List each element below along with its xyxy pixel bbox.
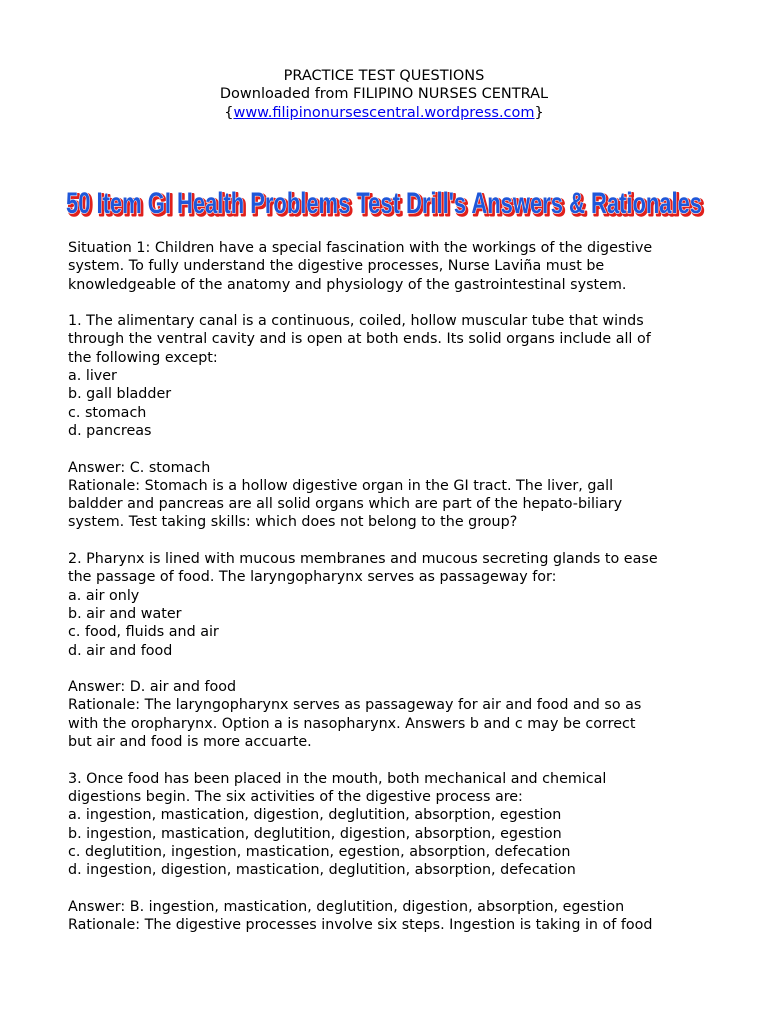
option-d: d. pancreas [68, 422, 152, 439]
option-c: c. deglutition, ingestion, mastication, egestion, absorption, defecation [68, 843, 571, 860]
option-b: b. ingestion, mastication, deglutition, digestion, absorption, egestion [68, 825, 562, 842]
rationale-line: with the oropharynx. Option a is nasopharynx. Answers b and c may be correct [68, 715, 636, 732]
question-line: 3. Once food has been placed in the mouth, both mechanical and chemical [68, 770, 607, 787]
question-1 [68, 312, 708, 440]
answer-3 [68, 898, 708, 935]
answer-2 [68, 678, 708, 751]
question-line: the following except: [68, 349, 218, 366]
header-url-line [0, 104, 768, 122]
situation-paragraph [68, 239, 708, 294]
answer-line: Answer: D. air and food [68, 679, 237, 696]
question-line: 2. Pharynx is lined with mucous membranes and mucous secreting glands to ease [68, 551, 658, 568]
url-brace-open: { [224, 104, 234, 121]
source-url-link[interactable]: www.filipinonursescentral.wordpress.com [233, 104, 535, 121]
question-line: the passage of food. The laryngopharynx serves as passageway for: [68, 569, 557, 586]
document-body [68, 239, 708, 934]
rationale-line: Rationale: Stomach is a hollow digestive organ in the GI tract. The liver, gall [68, 477, 614, 494]
banner-title: 50 Item GI Health Problems Test Drill's Answers & Rationales [66, 187, 702, 220]
question-2 [68, 550, 708, 660]
header-title: PRACTICE TEST QUESTIONS [283, 68, 485, 84]
banner-title-shadow: 50 Item GI Health Problems Test Drill's Answers & Rationales [68, 189, 704, 222]
option-c: c. stomach [68, 404, 147, 421]
option-b: b. gall bladder [68, 386, 172, 403]
rationale-line: system. Test taking skills: which does not belong to the group? [68, 514, 518, 531]
question-line: through the ventral cavity and is open at both ends. Its solid organs include all of [68, 331, 651, 348]
url-brace-close: } [534, 104, 544, 121]
situation-line: Situation 1: Children have a special fascination with the workings of the digestive [68, 240, 653, 256]
option-a: a. air only [68, 587, 140, 604]
rationale-line: baldder and pancreas are all solid organs which are part of the hepato-biliary [68, 496, 623, 513]
answer-line: Answer: C. stomach [68, 459, 211, 476]
option-d: d. ingestion, digestion, mastication, deglutition, absorption, defecation [68, 862, 576, 879]
rationale-line: but air and food is more accuarte. [68, 734, 312, 751]
question-line: digestions begin. The six activities of the digestive process are: [68, 788, 523, 805]
rationale-line: Rationale: The laryngopharynx serves as passageway for air and food and so as [68, 697, 642, 714]
answer-line: Answer: B. ingestion, mastication, deglutition, digestion, absorption, egestion [68, 898, 625, 915]
situation-line: system. To fully understand the digestive processes, Nurse Laviña must be [68, 258, 605, 275]
situation-line: knowledgeable of the anatomy and physiology of the gastrointestinal system. [68, 276, 627, 293]
option-d: d. air and food [68, 642, 173, 659]
title-banner [0, 176, 768, 228]
question-3 [68, 770, 708, 880]
rationale-line: Rationale: The digestive processes involve six steps. Ingestion is taking in of food [68, 916, 653, 933]
question-line: 1. The alimentary canal is a continuous, coiled, hollow muscular tube that winds [68, 313, 644, 330]
option-c: c. food, fluids and air [68, 624, 219, 641]
option-a: a. ingestion, mastication, digestion, deglutition, absorption, egestion [68, 807, 562, 824]
option-a: a. liver [68, 368, 117, 385]
header-source: Downloaded from FILIPINO NURSES CENTRAL [219, 86, 549, 103]
answer-1 [68, 459, 708, 532]
document-header [0, 67, 768, 122]
option-b: b. air and water [68, 605, 182, 622]
